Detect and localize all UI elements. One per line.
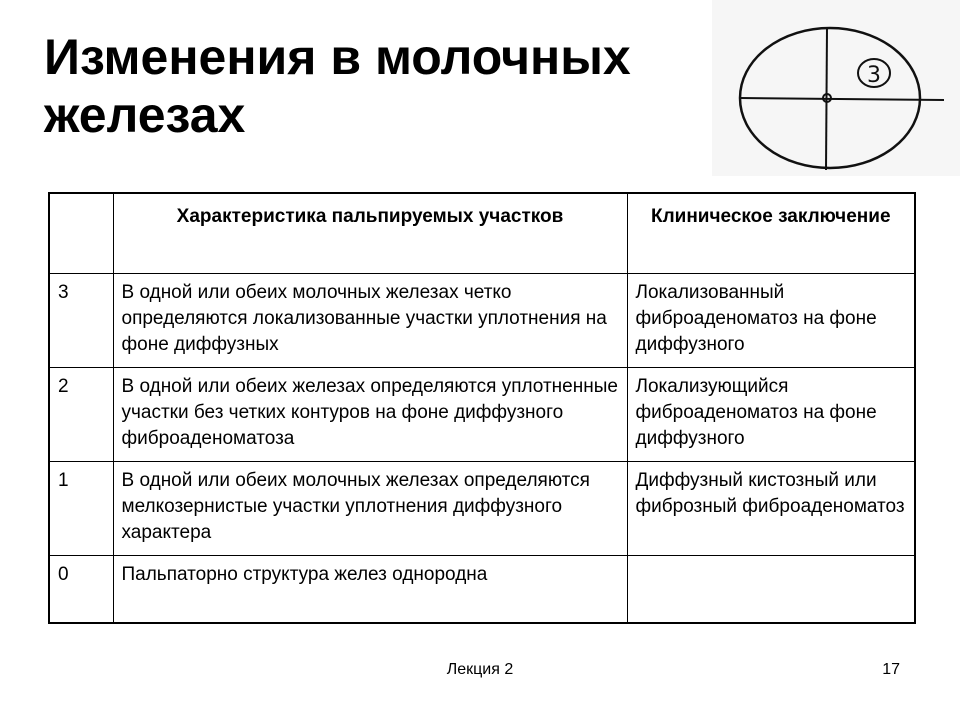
footer-lecture-label: Лекция 2 <box>446 661 514 678</box>
row-characteristic: В одной или обеих молочных железах четко определяются локализованные участки уплотнения на фоне диффузных <box>113 273 627 367</box>
row-conclusion: Локализующийся фиброаденоматоз на фоне диффузного <box>627 367 915 461</box>
row-grade: 0 <box>49 555 113 623</box>
header-conclusion: Клиническое заключение <box>627 193 915 273</box>
lesion-grade-label: 3 <box>867 63 881 88</box>
row-conclusion: Диффузный кистозный или фиброзный фиброаденоматоз <box>627 461 915 555</box>
header-grade <box>49 193 113 273</box>
row-grade: 1 <box>49 461 113 555</box>
row-conclusion <box>627 555 915 623</box>
row-characteristic: В одной или обеих молочных железах определяются мелкозернистые участки уплотнения диффузного характера <box>113 461 627 555</box>
header-characteristic: Характеристика пальпируемых участков <box>113 193 627 273</box>
breast-quadrant-sketch <box>712 0 960 176</box>
row-characteristic: Пальпаторно структура желез однородна <box>113 555 627 623</box>
table-row <box>49 461 915 555</box>
row-grade: 2 <box>49 367 113 461</box>
slide-title <box>44 28 734 144</box>
row-grade: 3 <box>49 273 113 367</box>
table-row <box>49 367 915 461</box>
slide-title-line-1: Изменения в молочных <box>44 29 631 85</box>
slide-title-line-2: железах <box>44 87 246 143</box>
page-number: 17 <box>882 661 900 678</box>
table-header-row <box>49 193 915 273</box>
vertical-axis <box>826 28 827 170</box>
row-characteristic: В одной или обеих железах определяются уплотненные участки без четких контуров на фоне диффузного фиброаденоматоза <box>113 367 627 461</box>
table-row <box>49 555 915 623</box>
row-conclusion: Локализованный фиброаденоматоз на фоне диффузного <box>627 273 915 367</box>
table-row <box>49 273 915 367</box>
fibroadenomatosis-table <box>48 192 916 624</box>
